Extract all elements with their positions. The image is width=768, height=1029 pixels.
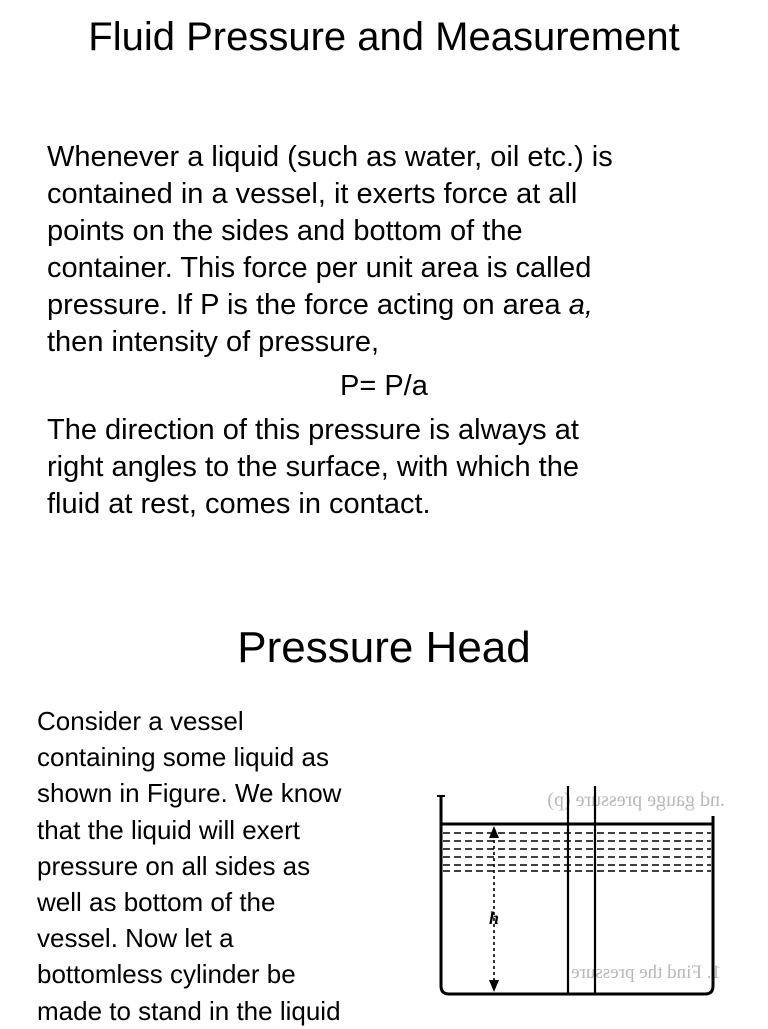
paragraph-line: pressure. If P is the force acting on area (47, 289, 569, 321)
paragraph-line: vessel. Now let a (37, 923, 234, 954)
paragraph-line: Whenever a liquid (such as water, oil etc.) is (47, 141, 613, 173)
paragraph-line: that the liquid will exert (37, 814, 301, 845)
paragraph-line: shown in Figure. We know (37, 778, 342, 809)
paragraph-line: well as bottom of the (37, 887, 276, 918)
direction-paragraph (47, 412, 737, 523)
height-label: h (489, 908, 500, 928)
svg-text:1. Find the pressure: 1. Find the pressure (571, 962, 721, 983)
paragraph-line: pressure on all sides as (37, 850, 311, 881)
paragraph-line: container. This force per unit area is called (47, 252, 592, 284)
paragraph-line: points on the sides and bottom of the (47, 215, 523, 247)
paragraph-line: bottomless cylinder be (37, 959, 296, 990)
svg-text:.nd gauge pressure (p): .nd gauge pressure (p) (547, 789, 725, 811)
paragraph-line: Consider a vessel (37, 706, 244, 736)
bleed-through-text (547, 789, 725, 983)
page-title: Fluid Pressure and Measurement (88, 15, 680, 59)
vessel-diagram (425, 776, 735, 1016)
area-symbol: a, (568, 289, 593, 321)
paragraph-line: The direction of this pressure is always at (47, 414, 579, 446)
intro-paragraph (47, 139, 737, 361)
vessel-figure (425, 776, 735, 1016)
paragraph-line: right angles to the surface, with which the (47, 451, 579, 483)
liquid-layers (443, 833, 711, 871)
paragraph-line: contained in a vessel, it exerts force at all (47, 178, 578, 210)
section-title: Pressure Head (237, 623, 531, 672)
paragraph-line: made to stand in the liquid (37, 995, 341, 1026)
paragraph-line: containing some liquid as (37, 742, 329, 773)
paragraph-line: then intensity of pressure, (47, 326, 380, 358)
pressure-formula: P= P/a (340, 370, 428, 402)
pressure-head-paragraph (37, 703, 407, 1029)
paragraph-line: fluid at rest, comes in contact. (47, 488, 431, 520)
